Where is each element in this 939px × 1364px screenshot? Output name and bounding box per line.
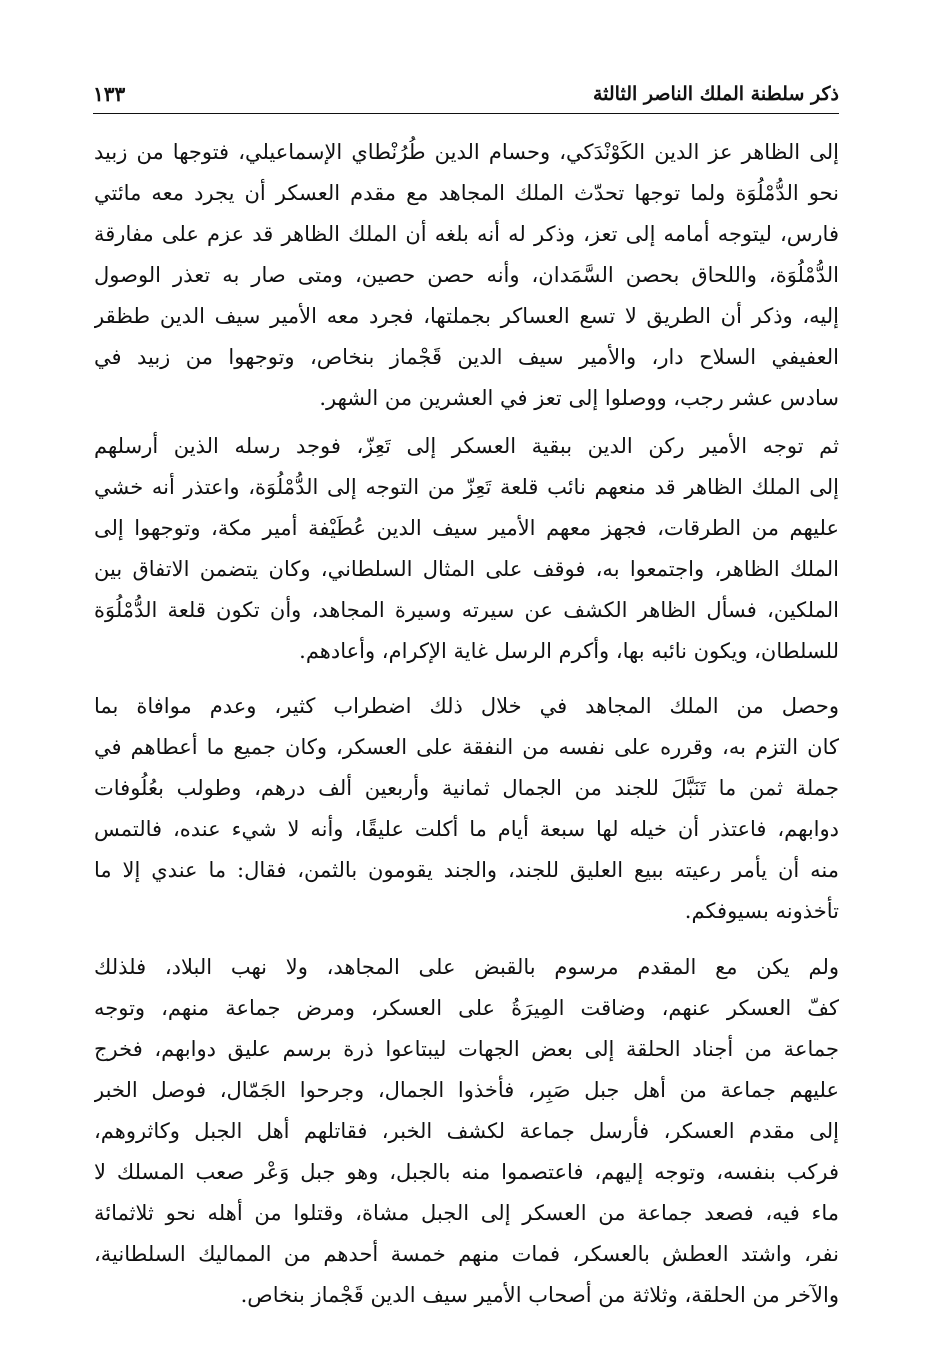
- text-line: كفّ العسكر عنهم، وضاقت المِيرَةُ على العسكر، ومرض جماعة منهم، وتوجه: [94, 996, 839, 1020]
- text-line: إلى الملك الظاهر قد منعهم نائب قلعة تَعِزّ من التوجه إلى الدُّمْلُوَة، واعتذر أنه خشي: [94, 475, 839, 499]
- text-line: الملكين، فسأل الظاهر الكشف عن سيرته وسيرة المجاهد، وأن تكون قلعة الدُّمْلُوَة: [94, 598, 839, 622]
- paragraph-1: [94, 132, 839, 419]
- text-line: عليهم من الطرقات، فجهز معهم الأمير سيف الدين عُطَيْفة أمير مكة، وتوجهوا إلى: [94, 516, 839, 540]
- page-header: [93, 80, 839, 110]
- text-line: نحو الدُّمْلُوَة ولما توجها تحدّث الملك المجاهد مع مقدم العسكر أن يجرد معه مائتي: [94, 181, 839, 205]
- header-rule: [93, 113, 839, 114]
- text-line: إلى مقدم العسكر، فأرسل جماعة لكشف الخبر، فقاتلهم أهل الجبل وكاثروهم،: [94, 1119, 839, 1143]
- text-line: إليه، وذكر أن الطريق لا تسع العساكر بجملتها، فجرد معه الأمير سيف الدين طظقر: [94, 304, 839, 328]
- text-line: سادس عشر رجب، ووصلوا إلى تعز في العشرين من الشهر.: [319, 386, 839, 410]
- text-line: وحصل من الملك المجاهد في خلال ذلك اضطراب كثير، وعدم موافاة بما: [94, 694, 839, 718]
- text-line: العفيفي السلاح دار، والأمير سيف الدين قَجْماز بنخاص، وتوجهوا من زبيد في: [94, 345, 839, 369]
- paragraph-3: [94, 686, 839, 932]
- text-line: فركب بنفسه، وتوجه إليهم، فاعتصموا منه بالجبل، وهو جبل وَعْر صعب المسلك لا: [94, 1160, 839, 1184]
- text-line: فارس، ليتوجه أمامه إلى تعز، وذكر له أنه بلغه أن الملك الظاهر قد عزم على مفارقة: [94, 222, 839, 246]
- text-line: جماعة من أجناد الحلقة إلى بعض الجهات ليبتاعوا ذرة برسم عليق دوابهم، فخرج: [94, 1037, 839, 1061]
- text-line: ثم توجه الأمير ركن الدين ببقية العسكر إلى تَعِزّ، فوجد رسله الذين أرسلهم: [94, 434, 839, 458]
- paragraph-2: [94, 426, 839, 672]
- text-line: الملك الظاهر، واجتمعوا به، فوقف على المثال السلطاني، وكان يتضمن الاتفاق بين: [94, 557, 839, 581]
- paragraph-4: [94, 947, 839, 1316]
- text-line: والآخر من الحلقة، وثلاثة من أصحاب الأمير سيف الدين قَجْماز بنخاص.: [240, 1283, 839, 1307]
- text-line: نفر، واشتد العطش بالعسكر، فمات منهم خمسة أحدهم من المماليك السلطانية،: [94, 1242, 839, 1266]
- text-line: الدُّمْلُوَة، واللحاق بحصن السَّمَدان، وأنه حصن حصين، ومتى صار به تعذر الوصول: [94, 263, 839, 287]
- text-line: للسلطان، ويكون نائبه بها، وأكرم الرسل غاية الإكرام، وأعادهم.: [299, 639, 839, 663]
- text-line: إلى الظاهر عز الدين الكَوْنْدَكي، وحسام الدين طُرُنْطاي الإسماعيلي، فتوجها من زبيد: [94, 140, 839, 164]
- text-line: جملة ثمن ما تَنَبَّلَ للجند من الجمال ثمانية وأربعين ألف درهم، وطولب بعُلُوفات: [94, 776, 839, 800]
- text-line: منه أن يأمر رعيته ببيع العليق للجند، والجند يقومون بالثمن، فقال: ما عندي إلا ما: [94, 858, 839, 882]
- text-line: كان التزم به، وقرره على نفسه من النفقة على العسكر، وكان جميع ما أعطاهم في: [94, 735, 839, 759]
- page-number: ١٣٣: [93, 82, 126, 106]
- text-line: ولم يكن مع المقدم مرسوم بالقبض على المجاهد، ولا نهب البلاد، فلذلك: [94, 955, 839, 979]
- text-line: ماء فيه، فصعد جماعة من العسكر إلى الجبل مشاة، وقتلوا من أهله نحو ثلاثمائة: [94, 1201, 839, 1225]
- text-line: عليهم جماعة من أهل جبل صَبِر، فأخذوا الجمال، وجرحوا الجَمّال، فوصل الخبر: [94, 1078, 839, 1102]
- running-title: ذكر سلطنة الملك الناصر الثالثة: [592, 83, 839, 105]
- text-line: دوابهم، فاعتذر أن خيله لها سبعة أيام ما أكلت عليقًا، وأنه لا شيء عنده، فالتمس: [94, 817, 839, 841]
- text-line: تأخذونه بسيوفكم.: [684, 899, 839, 923]
